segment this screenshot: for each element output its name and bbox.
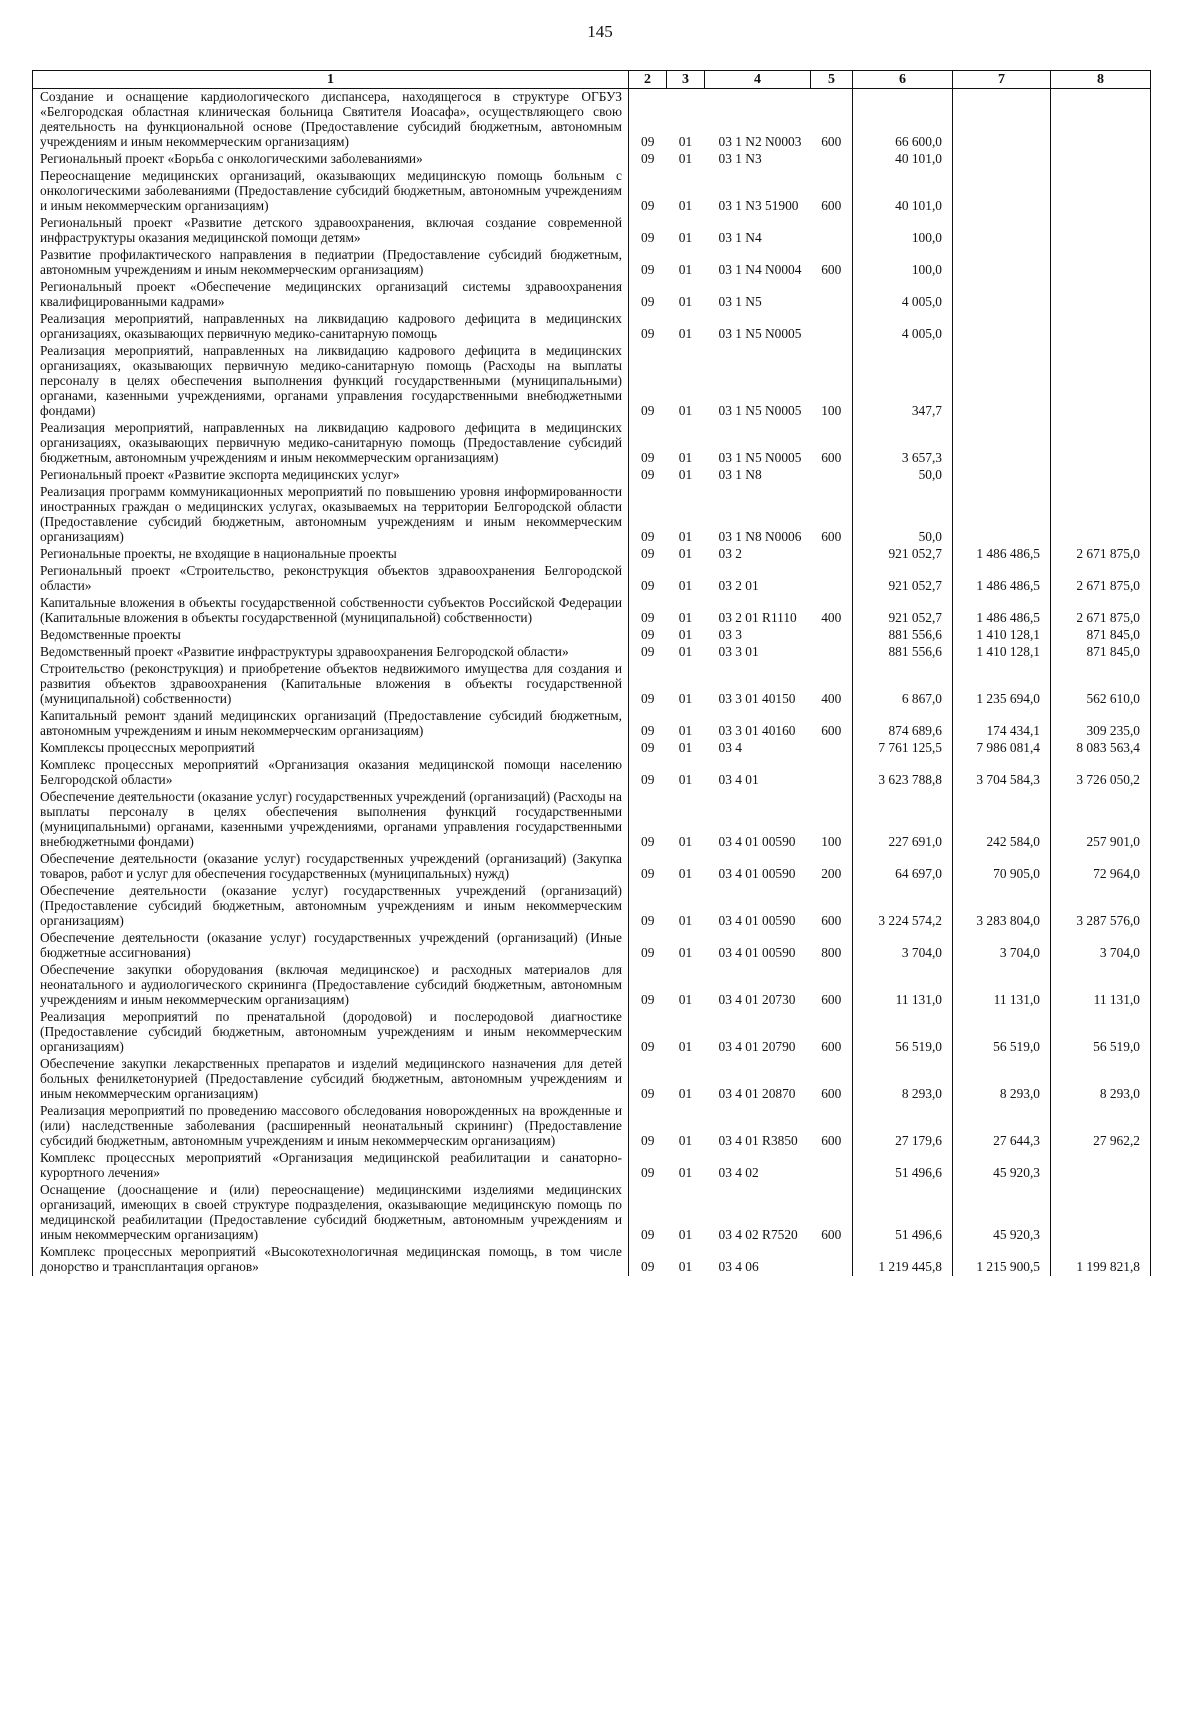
subsection-code-cell: 01 [678,546,693,561]
target-article-cell: 03 3 01 [718,644,759,659]
section-code-cell: 09 [629,930,667,962]
row-name-cell: Реализация мероприятий, направленных на ликвидацию кадрового дефицита в медицинских организациях, оказывающих первичную медико-санитарную помощь (Расходы на выплаты персоналу в целях обеспечения выполнения функций государственными (муниципальными) органами, казенными учреждениями, органами управления государственными внебюджетными фондами) [33,343,629,420]
amount-2023-cell: 6 867,0 [853,661,953,708]
row-name-cell: Развитие профилактического направления в педиатрии (Предоставление субсидий бюджетным, автономным учреждениям и иным некоммерческим организациям) [33,247,629,279]
amount-2024-cell [953,484,1051,546]
amount-2023-cell: 3 623 788,8 [853,757,953,789]
section-code-cell: 09 [629,343,667,420]
target-article-cell: 03 4 01 00590 [718,913,796,928]
subsection-code-cell: 01 [678,627,693,642]
amount-2024-cell: 242 584,0 [953,789,1051,851]
amount-2023-cell: 50,0 [853,484,953,546]
expense-type-cell: 600 [821,1086,842,1101]
section-code-cell: 09 [629,420,667,467]
subsection-code-cell: 01 [678,294,693,309]
expense-type-cell [811,546,853,563]
amount-2024-cell [953,151,1051,168]
table-row [33,627,1151,644]
target-article-cell: 03 4 02 R7520 [718,1227,798,1242]
amount-2025-cell: 562 610,0 [1051,661,1151,708]
amount-2025-cell [1051,151,1151,168]
amount-2025-cell [1051,279,1151,311]
table-row [33,757,1151,789]
target-article-cell: 03 2 [718,546,742,561]
section-code-cell: 09 [629,467,667,484]
target-article-cell: 03 1 N8 [718,467,762,482]
amount-2023-cell: 100,0 [853,247,953,279]
target-article-cell: 03 1 N5 N0005 [718,450,802,465]
amount-2025-cell [1051,343,1151,420]
amount-2024-cell [953,343,1051,420]
table-row [33,1182,1151,1244]
section-code-cell: 09 [629,1244,667,1276]
amount-2023-cell: 40 101,0 [853,151,953,168]
amount-2023-cell: 874 689,6 [853,708,953,740]
target-article-cell: 03 1 N4 N0004 [718,262,802,277]
amount-2024-cell: 1 410 128,1 [953,644,1051,661]
subsection-code-cell: 01 [678,834,693,849]
expense-type-cell [811,467,853,484]
target-article-cell: 03 4 01 20730 [718,992,796,1007]
expense-type-cell [811,1150,853,1182]
table-row [33,1150,1151,1182]
row-name-cell: Реализация мероприятий, направленных на ликвидацию кадрового дефицита в медицинских организациях, оказывающих первичную медико-санитарную помощь [33,311,629,343]
section-code-cell: 09 [629,279,667,311]
section-code-cell: 09 [629,89,667,152]
target-article-cell: 03 3 [718,627,742,642]
amount-2024-cell [953,467,1051,484]
target-article-cell: 03 4 01 00590 [718,866,796,881]
amount-2025-cell: 2 671 875,0 [1051,595,1151,627]
amount-2025-cell [1051,420,1151,467]
amount-2023-cell: 51 496,6 [853,1182,953,1244]
header-col-5: 5 [811,71,853,89]
expense-type-cell [811,279,853,311]
row-name-cell: Обеспечение деятельности (оказание услуг) государственных учреждений (организаций) (Иные бюджетные ассигнования) [33,930,629,962]
amount-2024-cell [953,89,1051,152]
row-name-cell: Обеспечение деятельности (оказание услуг) государственных учреждений (организаций) (Расходы на выплаты персоналу в целях обеспечения выполнения функций государственными (муниципальными) органами, казенными учреждениями, органами управления государственными внебюджетными фондами) [33,789,629,851]
amount-2023-cell: 3 224 574,2 [853,883,953,930]
amount-2024-cell [953,247,1051,279]
table-row [33,789,1151,851]
subsection-code-cell: 01 [678,1259,693,1274]
amount-2023-cell: 4 005,0 [853,311,953,343]
amount-2025-cell: 72 964,0 [1051,851,1151,883]
section-code-cell: 09 [629,595,667,627]
amount-2024-cell: 1 486 486,5 [953,563,1051,595]
subsection-code-cell: 01 [678,992,693,1007]
amount-2023-cell: 27 179,6 [853,1103,953,1150]
target-article-cell: 03 4 [718,740,742,755]
row-name-cell: Капитальные вложения в объекты государственной собственности субъектов Российской Федерации (Капитальные вложения в объекты государственной (муниципальной) собственности) [33,595,629,627]
section-code-cell: 09 [629,1009,667,1056]
expense-type-cell [811,757,853,789]
target-article-cell: 03 1 N8 N0006 [718,529,802,544]
target-article-cell: 03 4 01 00590 [718,834,796,849]
amount-2023-cell: 100,0 [853,215,953,247]
amount-2023-cell: 881 556,6 [853,627,953,644]
section-code-cell: 09 [629,740,667,757]
subsection-code-cell: 01 [678,326,693,341]
amount-2025-cell: 27 962,2 [1051,1103,1151,1150]
subsection-code-cell: 01 [678,610,693,625]
subsection-code-cell: 01 [678,691,693,706]
row-name-cell: Комплекс процессных мероприятий «Организация оказания медицинской помощи населению Белгородской области» [33,757,629,789]
amount-2023-cell: 66 600,0 [853,89,953,152]
amount-2025-cell [1051,247,1151,279]
subsection-code-cell: 01 [678,403,693,418]
row-name-cell: Региональный проект «Развитие детского здравоохранения, включая создание современной инфраструктуры оказания медицинской помощи детям» [33,215,629,247]
expense-type-cell: 600 [821,913,842,928]
section-code-cell: 09 [629,215,667,247]
amount-2025-cell: 8 083 563,4 [1051,740,1151,757]
subsection-code-cell: 01 [678,1039,693,1054]
amount-2024-cell: 3 283 804,0 [953,883,1051,930]
subsection-code-cell: 01 [678,1227,693,1242]
row-name-cell: Региональный проект «Развитие экспорта медицинских услуг» [33,467,629,484]
header-col-2: 2 [629,71,667,89]
amount-2024-cell: 45 920,3 [953,1150,1051,1182]
amount-2025-cell [1051,1150,1151,1182]
table-row [33,740,1151,757]
target-article-cell: 03 1 N3 51900 [718,198,799,213]
expense-type-cell [811,215,853,247]
table-row [33,89,1151,152]
table-row [33,215,1151,247]
expense-type-cell [811,740,853,757]
amount-2024-cell: 56 519,0 [953,1009,1051,1056]
section-code-cell: 09 [629,151,667,168]
table-row [33,595,1151,627]
page-number: 145 [587,22,613,41]
section-code-cell: 09 [629,546,667,563]
row-name-cell: Реализация мероприятий, направленных на ликвидацию кадрового дефицита в медицинских организациях, оказывающих первичную медико-санитарную помощь (Предоставление субсидий бюджетным, автономным учреждениям и иным некоммерческим организациям) [33,420,629,467]
row-name-cell: Реализация мероприятий по пренатальной (дородовой) и послеродовой диагностике (Предоставление субсидий бюджетным, автономным учреждениям и иным некоммерческим организациям) [33,1009,629,1056]
header-col-3: 3 [667,71,705,89]
table-row [33,1009,1151,1056]
amount-2024-cell [953,279,1051,311]
amount-2024-cell: 1 486 486,5 [953,546,1051,563]
expense-type-cell: 600 [821,529,842,544]
header-col-1: 1 [33,71,629,89]
subsection-code-cell: 01 [678,866,693,881]
amount-2024-cell [953,168,1051,215]
amount-2024-cell [953,420,1051,467]
header-col-6: 6 [853,71,953,89]
table-row [33,467,1151,484]
subsection-code-cell: 01 [678,723,693,738]
amount-2024-cell [953,215,1051,247]
expense-type-cell [811,151,853,168]
table-row [33,279,1151,311]
amount-2024-cell: 7 986 081,4 [953,740,1051,757]
row-name-cell: Оснащение (дооснащение и (или) переоснащение) медицинскими изделиями медицинских организаций, имеющих в своей структуре подразделения, оказывающие медицинскую помощь по медицинской реабилитации (Предоставление субсидий бюджетным, автономным учреждениям и иным некоммерческим организациям) [33,1182,629,1244]
amount-2023-cell: 4 005,0 [853,279,953,311]
subsection-code-cell: 01 [678,644,693,659]
amount-2023-cell: 921 052,7 [853,563,953,595]
subsection-code-cell: 01 [678,945,693,960]
amount-2023-cell: 40 101,0 [853,168,953,215]
amount-2023-cell: 64 697,0 [853,851,953,883]
section-code-cell: 09 [629,708,667,740]
amount-2025-cell [1051,89,1151,152]
expense-type-cell: 600 [821,1039,842,1054]
target-article-cell: 03 4 02 [718,1165,759,1180]
amount-2025-cell: 56 519,0 [1051,1009,1151,1056]
expense-type-cell: 600 [821,992,842,1007]
expense-type-cell: 600 [821,450,842,465]
amount-2023-cell: 3 704,0 [853,930,953,962]
section-code-cell: 09 [629,311,667,343]
table-row [33,563,1151,595]
table-row [33,168,1151,215]
row-name-cell: Реализация программ коммуникационных мероприятий по повышению уровня информированности иностранных граждан о медицинских услугах, оказываемых на территории Белгородской области (Предоставление субсидий бюджетным, автономным учреждениям и иным некоммерческим организациям) [33,484,629,546]
table-row [33,343,1151,420]
target-article-cell: 03 1 N5 N0005 [718,326,802,341]
amount-2025-cell: 257 901,0 [1051,789,1151,851]
target-article-cell: 03 4 06 [718,1259,759,1274]
amount-2024-cell: 45 920,3 [953,1182,1051,1244]
target-article-cell: 03 3 01 40150 [718,691,796,706]
section-code-cell: 09 [629,1150,667,1182]
amount-2024-cell: 27 644,3 [953,1103,1051,1150]
amount-2023-cell: 56 519,0 [853,1009,953,1056]
subsection-code-cell: 01 [678,134,693,149]
row-name-cell: Реализация мероприятий по проведению массового обследования новорожденных на врожденные и (или) наследственные заболевания (расширенный неонатальный скрининг) (Предоставление субсидий бюджетным, автономным учреждениям и иным некоммерческим организациям) [33,1103,629,1150]
table-row [33,851,1151,883]
row-name-cell: Региональный проект «Обеспечение медицинских организаций системы здравоохранения квалифицированными кадрами» [33,279,629,311]
subsection-code-cell: 01 [678,740,693,755]
subsection-code-cell: 01 [678,1086,693,1101]
section-code-cell: 09 [629,1103,667,1150]
target-article-cell: 03 1 N4 [718,230,762,245]
expense-type-cell: 400 [821,691,842,706]
section-code-cell: 09 [629,563,667,595]
row-name-cell: Обеспечение деятельности (оказание услуг) государственных учреждений (организаций) (Предоставление субсидий бюджетным, автономным учреждениям и иным некоммерческим организациям) [33,883,629,930]
row-name-cell: Региональный проект «Борьба с онкологическими заболеваниями» [33,151,629,168]
amount-2024-cell: 3 704 584,3 [953,757,1051,789]
table-row [33,247,1151,279]
row-name-cell: Региональные проекты, не входящие в национальные проекты [33,546,629,563]
row-name-cell: Капитальный ремонт зданий медицинских организаций (Предоставление субсидий бюджетным, автономным учреждениям и иным некоммерческим организациям) [33,708,629,740]
table-row [33,1244,1151,1276]
section-code-cell: 09 [629,883,667,930]
target-article-cell: 03 4 01 20790 [718,1039,796,1054]
subsection-code-cell: 01 [678,772,693,787]
amount-2024-cell: 11 131,0 [953,962,1051,1009]
section-code-cell: 09 [629,644,667,661]
target-article-cell: 03 2 01 [718,578,759,593]
subsection-code-cell: 01 [678,1165,693,1180]
amount-2025-cell: 309 235,0 [1051,708,1151,740]
table-row [33,484,1151,546]
row-name-cell: Комплексы процессных мероприятий [33,740,629,757]
expense-type-cell [811,627,853,644]
expense-type-cell: 600 [821,198,842,213]
section-code-cell: 09 [629,757,667,789]
amount-2023-cell: 1 219 445,8 [853,1244,953,1276]
row-name-cell: Ведомственный проект «Развитие инфраструктуры здравоохранения Белгородской области» [33,644,629,661]
row-name-cell: Обеспечение закупки оборудования (включая медицинское) и расходных материалов для неонатального и аудиологического скрининга (Предоставление субсидий бюджетным, автономным учреждениям и иным некоммерческим организациям) [33,962,629,1009]
amount-2025-cell: 871 845,0 [1051,627,1151,644]
amount-2024-cell: 8 293,0 [953,1056,1051,1103]
header-row [33,71,1151,89]
target-article-cell: 03 1 N5 [718,294,762,309]
header-col-7: 7 [953,71,1051,89]
target-article-cell: 03 2 01 R1110 [718,610,797,625]
subsection-code-cell: 01 [678,467,693,482]
target-article-cell: 03 4 01 00590 [718,945,796,960]
amount-2025-cell: 871 845,0 [1051,644,1151,661]
section-code-cell: 09 [629,168,667,215]
expense-type-cell: 100 [821,403,842,418]
amount-2025-cell [1051,168,1151,215]
amount-2025-cell [1051,311,1151,343]
expense-type-cell: 600 [821,1227,842,1242]
expense-type-cell: 800 [821,945,842,960]
amount-2024-cell: 3 704,0 [953,930,1051,962]
header-col-4: 4 [705,71,811,89]
amount-2025-cell: 1 199 821,8 [1051,1244,1151,1276]
subsection-code-cell: 01 [678,262,693,277]
row-name-cell: Региональный проект «Строительство, реконструкция объектов здравоохранения Белгородской области» [33,563,629,595]
amount-2023-cell: 7 761 125,5 [853,740,953,757]
amount-2025-cell: 8 293,0 [1051,1056,1151,1103]
row-name-cell: Обеспечение закупки лекарственных препаратов и изделий медицинского назначения для детей больных фенилкетонурией (Предоставление субсидий бюджетным, автономным учреждениям и иным некоммерческим организациям) [33,1056,629,1103]
table-row [33,883,1151,930]
section-code-cell: 09 [629,1056,667,1103]
subsection-code-cell: 01 [678,1133,693,1148]
section-code-cell: 09 [629,1182,667,1244]
amount-2023-cell: 921 052,7 [853,546,953,563]
amount-2023-cell: 881 556,6 [853,644,953,661]
table-row [33,962,1151,1009]
amount-2024-cell: 1 486 486,5 [953,595,1051,627]
subsection-code-cell: 01 [678,529,693,544]
subsection-code-cell: 01 [678,230,693,245]
amount-2025-cell: 2 671 875,0 [1051,563,1151,595]
expense-type-cell [811,311,853,343]
target-article-cell: 03 1 N2 N0003 [718,134,802,149]
target-article-cell: 03 1 N5 N0005 [718,403,802,418]
table-row [33,661,1151,708]
amount-2023-cell: 921 052,7 [853,595,953,627]
target-article-cell: 03 4 01 20870 [718,1086,796,1101]
amount-2025-cell: 11 131,0 [1051,962,1151,1009]
expense-type-cell [811,563,853,595]
expense-type-cell: 100 [821,834,842,849]
amount-2025-cell: 2 671 875,0 [1051,546,1151,563]
amount-2025-cell: 3 287 576,0 [1051,883,1151,930]
table-row [33,311,1151,343]
table-row [33,151,1151,168]
amount-2023-cell: 50,0 [853,467,953,484]
header-col-8: 8 [1051,71,1151,89]
table-row [33,708,1151,740]
table-row [33,546,1151,563]
target-article-cell: 03 4 01 [718,772,759,787]
amount-2024-cell: 174 434,1 [953,708,1051,740]
amount-2025-cell: 3 726 050,2 [1051,757,1151,789]
subsection-code-cell: 01 [678,578,693,593]
amount-2023-cell: 11 131,0 [853,962,953,1009]
subsection-code-cell: 01 [678,913,693,928]
amount-2024-cell [953,311,1051,343]
subsection-code-cell: 01 [678,450,693,465]
subsection-code-cell: 01 [678,198,693,213]
section-code-cell: 09 [629,627,667,644]
expense-type-cell: 200 [821,866,842,881]
table-row [33,1103,1151,1150]
section-code-cell: 09 [629,962,667,1009]
section-code-cell: 09 [629,247,667,279]
expense-type-cell: 600 [821,262,842,277]
row-name-cell: Обеспечение деятельности (оказание услуг) государственных учреждений (организаций) (Закупка товаров, работ и услуг для обеспечения государственных (муниципальных) нужд) [33,851,629,883]
expense-type-cell: 600 [821,134,842,149]
amount-2025-cell [1051,484,1151,546]
expense-type-cell: 600 [821,723,842,738]
table-row [33,420,1151,467]
row-name-cell: Создание и оснащение кардиологического диспансера, находящегося в структуре ОГБУЗ «Белгородская областная клиническая больница Святителя Иоасафа», осуществляющего свою деятельность на функциональной основе (Предоставление субсидий бюджетным, автономным учреждениям и иным некоммерческим организациям) [33,89,629,152]
target-article-cell: 03 4 01 R3850 [718,1133,798,1148]
table-row [33,644,1151,661]
amount-2024-cell: 1 410 128,1 [953,627,1051,644]
amount-2024-cell: 70 905,0 [953,851,1051,883]
amount-2025-cell [1051,1182,1151,1244]
amount-2023-cell: 51 496,6 [853,1150,953,1182]
amount-2024-cell: 1 215 900,5 [953,1244,1051,1276]
row-name-cell: Комплекс процессных мероприятий «Организация медицинской реабилитации и санаторно-курортного лечения» [33,1150,629,1182]
target-article-cell: 03 1 N3 [718,151,762,166]
budget-table [32,70,1151,1276]
table-row [33,1056,1151,1103]
expense-type-cell: 600 [821,1133,842,1148]
expense-type-cell: 400 [821,610,842,625]
table-body [33,89,1151,1277]
expense-type-cell [811,644,853,661]
section-code-cell: 09 [629,851,667,883]
section-code-cell: 09 [629,484,667,546]
amount-2023-cell: 3 657,3 [853,420,953,467]
amount-2024-cell: 1 235 694,0 [953,661,1051,708]
amount-2023-cell: 347,7 [853,343,953,420]
target-article-cell: 03 3 01 40160 [718,723,796,738]
subsection-code-cell: 01 [678,151,693,166]
section-code-cell: 09 [629,789,667,851]
row-name-cell: Переоснащение медицинских организаций, оказывающих медицинскую помощь больным с онкологическими заболеваниями (Предоставление субсидий бюджетным, автономным учреждениям и иным некоммерческим организациям) [33,168,629,215]
amount-2025-cell: 3 704,0 [1051,930,1151,962]
row-name-cell: Строительство (реконструкция) и приобретение объектов недвижимого имущества для создания и развития объектов здравоохранения (Капитальные вложения в объекты государственной (муниципальной) собственности) [33,661,629,708]
row-name-cell: Комплекс процессных мероприятий «Высокотехнологичная медицинская помощь, в том числе донорство и трансплантация органов» [33,1244,629,1276]
amount-2025-cell [1051,467,1151,484]
table-row [33,930,1151,962]
amount-2025-cell [1051,215,1151,247]
section-code-cell: 09 [629,661,667,708]
expense-type-cell [811,1244,853,1276]
amount-2023-cell: 227 691,0 [853,789,953,851]
row-name-cell: Ведомственные проекты [33,627,629,644]
amount-2023-cell: 8 293,0 [853,1056,953,1103]
